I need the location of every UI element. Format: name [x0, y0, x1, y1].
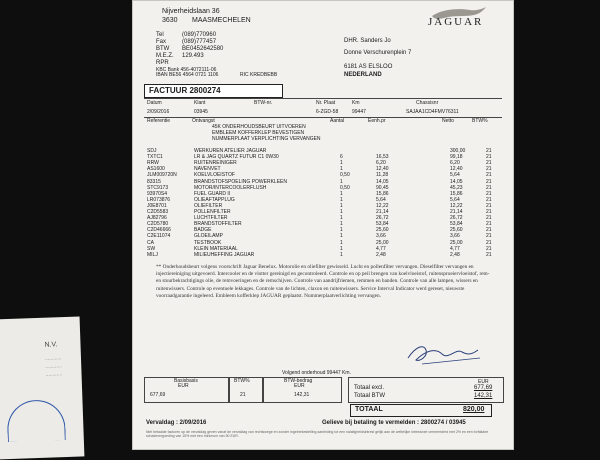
- line-item-total: 26,72: [450, 215, 463, 222]
- line-item-code: LR073876: [147, 196, 171, 203]
- line-item-code: C2D5780: [147, 221, 169, 228]
- line-item-total: 4,77: [450, 245, 460, 252]
- line-item-vat: 21: [486, 221, 492, 228]
- line-item-total: 25,00: [450, 239, 463, 246]
- line-item-vat: 21: [486, 184, 492, 191]
- line-item-total: 5,64: [450, 172, 460, 179]
- excl-value: 677,69: [474, 385, 493, 391]
- line-item-vat: 21: [486, 160, 492, 167]
- vat-label: BTW-bedrag: [284, 378, 313, 384]
- line-item-total: 12,22: [450, 202, 463, 209]
- line-item-qty: 1: [340, 227, 343, 234]
- line-item-vat: 21: [486, 148, 492, 154]
- line-item-code: JLM009720N: [147, 172, 177, 179]
- due-date: Vervaldag : 2/09/2016: [146, 420, 207, 426]
- header-customer: 03945: [194, 109, 208, 115]
- line-item-desc: LUCHTFILTER: [194, 215, 228, 222]
- line-item-qty: 1: [340, 209, 343, 215]
- header-chassis: SAJAA1CD4FMV76311: [406, 109, 459, 115]
- background-sheet-text: N.V.: [44, 341, 58, 349]
- line-item-desc: KOELVLOEISTOF: [194, 172, 235, 179]
- line-item-code: C2E11074: [147, 233, 171, 240]
- line-item-unit: 21,14: [376, 209, 389, 215]
- jaguar-wordmark: JAGUAR: [428, 16, 484, 28]
- line-item-qty: 1: [340, 160, 343, 167]
- line-item-desc: FUEL GUARD II: [194, 190, 231, 197]
- line-item-total: 5,64: [450, 196, 460, 203]
- background-sheet: N.V. ............ ............ ............: [0, 317, 84, 460]
- payment-reference: Gelieve bij betaling te vermelden : 2800274 / 03945: [322, 420, 466, 426]
- line-item-desc: GLOEILAMP: [194, 233, 223, 240]
- invoice-sheet: [132, 0, 514, 450]
- fine-print: Niet betaalde facturen op de vervaldag geven vanaf de vervaldag van rechtswege en zonder ingebrekestelling aanleiding tot een nalatigheidsintrest gelijk aan de wettelijke intrestvoet vermeerderd met 2% en een forfaitaire schadevergoeding van 15% met een minimum van 50 EUR.: [146, 430, 489, 439]
- grand-total-value: 820,00: [463, 406, 485, 413]
- line-item-total: 2,48: [450, 251, 460, 258]
- line-item-qty: 1: [340, 251, 343, 258]
- line-item-desc: OLIEAFTAPPLUG: [194, 196, 235, 203]
- line-item-code: C2D5583: [147, 209, 169, 215]
- line-item-desc: OLIEFILTER: [194, 202, 223, 209]
- line-item-code: C2D46666: [147, 227, 171, 234]
- line-item-code: 83315: [147, 178, 161, 185]
- line-item-desc: BRANDSTOFFILTER: [194, 221, 242, 228]
- line-item-total: 53,84: [450, 221, 463, 228]
- btw-value: BE0452642580: [182, 46, 224, 52]
- line-item-desc: POLLENFILTER: [194, 209, 231, 215]
- line-item-qty: 1: [340, 166, 343, 173]
- line-item-total: 45,23: [450, 184, 463, 191]
- line-item-vat: 21: [486, 239, 492, 246]
- line-item-desc: MOTOR/INTERCOOLERFLUSH: [194, 184, 267, 191]
- rate-value: 21: [240, 392, 246, 398]
- background-stamp-line: [6, 399, 65, 442]
- line-item-total: 25,60: [450, 227, 463, 234]
- subheader-qty: Aantal: [330, 118, 345, 124]
- dealer-city: MAASMECHELEN: [192, 17, 251, 24]
- grand-total-box: [350, 404, 492, 417]
- line-item-vat: 21: [486, 196, 492, 203]
- line-item-vat: 21: [486, 227, 492, 234]
- line-item-total: 6,20: [450, 160, 460, 167]
- dealer-postcode: 3630: [162, 17, 178, 24]
- line-item-qty: 1: [340, 196, 343, 203]
- line-item-total: 12,40: [450, 166, 463, 173]
- line-item-unit: 14,05: [376, 178, 389, 185]
- invoice-number-box: [144, 84, 283, 98]
- line-item-code: AS1600: [147, 166, 165, 173]
- line-item-unit: 4,77: [376, 245, 386, 252]
- header-km: 99447: [352, 109, 366, 115]
- line-item-unit: 12,22: [376, 202, 389, 209]
- line-item-qty: 1: [340, 233, 343, 240]
- line-item-desc: WERKUREN ATELIER JAGUAR: [194, 148, 267, 154]
- base-value: 677,69: [150, 392, 166, 398]
- line-item-desc: RUITENREINIGER: [194, 160, 237, 167]
- next-service: Volgend onderhoud 99447 Km.: [282, 370, 351, 376]
- base-label: Basisbasis: [174, 378, 198, 384]
- fax-value: (089)777457: [182, 39, 217, 45]
- line-item-vat: 21: [486, 202, 492, 209]
- line-item-qty: 0,50: [340, 184, 350, 191]
- line-item-code: MILJ: [147, 251, 158, 258]
- line-item-qty: 1: [340, 215, 343, 222]
- line-item-unit: 2,48: [376, 251, 386, 258]
- ric-code: RIC KREDBEBB: [240, 72, 278, 78]
- line-item-desc: TESTBOOK: [194, 239, 222, 246]
- line-item-unit: 6,20: [376, 160, 386, 167]
- line-item-code: AJ82796: [147, 215, 167, 222]
- tel-label: Tel: [156, 32, 164, 38]
- vat-currency: EUR: [294, 383, 305, 389]
- line-item-vat: 21: [486, 178, 492, 185]
- line-item-vat: 21: [486, 172, 492, 179]
- base-currency: EUR: [178, 383, 189, 389]
- bank-line-2: IBAN BE56 4564 0721 1106: [156, 72, 219, 78]
- line-item-qty: 6: [340, 154, 343, 161]
- line-item-unit: 26,72: [376, 215, 389, 222]
- line-item-total: 300,00: [450, 148, 466, 154]
- task-3: NUMMERPLAAT VERPLICHTING VERVANGEN: [212, 136, 321, 142]
- line-item-unit: 53,84: [376, 221, 389, 228]
- excl-label: Totaal excl.: [354, 385, 385, 391]
- line-item-unit: 90,45: [376, 184, 389, 191]
- signature: [402, 340, 482, 368]
- bank-line-1: KBC Bank 456-4072111-06: [156, 67, 217, 73]
- line-item-unit: 25,00: [376, 239, 389, 246]
- line-item-unit: 16,53: [376, 154, 389, 161]
- subheader-net: Netto: [442, 118, 454, 124]
- header-date: 2/09/2016: [147, 109, 170, 115]
- line-item-qty: 1: [340, 239, 343, 246]
- line-item-vat: 21: [486, 166, 492, 173]
- mez-value: 129.493: [182, 53, 204, 59]
- line-item-desc: LR & JAG QUARTZ FUTUR C1 0W30: [194, 154, 279, 161]
- line-item-qty: 0,50: [340, 172, 350, 179]
- header-col-vat: BTW-nr.: [254, 100, 273, 106]
- vat-value: 142,31: [294, 392, 310, 398]
- line-item-desc: BRANDSTOFSPOELING POWERKLEEN: [194, 178, 287, 185]
- subheader-reference: Referentie: [147, 118, 171, 124]
- task-1: 45K ONDERHOUDSBEURT UITVOEREN: [212, 124, 306, 130]
- line-item-code: STC9173: [147, 184, 169, 191]
- mez-label: M.E.Z.: [156, 53, 174, 59]
- invoice-title: FACTUUR 2800274: [149, 86, 221, 95]
- fax-label: Fax: [156, 39, 167, 45]
- line-item-vat: 21: [486, 209, 492, 215]
- grand-total-label: TOTAAL: [355, 406, 383, 413]
- line-item-vat: 21: [486, 154, 492, 161]
- line-item-unit: 12,40: [376, 166, 389, 173]
- customer-country: NEDERLAND: [344, 72, 382, 78]
- line-item-total: 21,14: [450, 209, 463, 215]
- line-item-vat: 21: [486, 215, 492, 222]
- line-item-code: RRW: [147, 160, 159, 167]
- line-item-qty: 1: [340, 245, 343, 252]
- line-item-code: TXTC1: [147, 154, 163, 161]
- subheader-vat-pct: BTW%: [472, 118, 488, 124]
- line-item-unit: 25,60: [376, 227, 389, 234]
- line-item-vat: 21: [486, 233, 492, 240]
- line-item-desc: BADGE: [194, 227, 212, 234]
- dealer-street: Nijverheidslaan 36: [162, 8, 220, 15]
- line-item-total: 3,66: [450, 233, 460, 240]
- btw-label: BTW: [156, 46, 170, 52]
- line-item-desc: KLEIN MATERIAAL: [194, 245, 238, 252]
- rpr-label: RPR: [156, 60, 169, 66]
- line-item-qty: 1: [340, 178, 343, 185]
- line-item-code: CA: [147, 239, 154, 246]
- line-item-row: [144, 252, 502, 260]
- line-item-vat: 21: [486, 245, 492, 252]
- line-item-code: SDJ: [147, 148, 157, 154]
- header-col-plate: Nr. Plaat: [316, 100, 336, 106]
- header-col-chassis: Chassisnr: [416, 100, 439, 106]
- line-item-qty: 1: [340, 190, 343, 197]
- line-item-code: SW: [147, 245, 156, 252]
- line-item-unit: 3,66: [376, 233, 386, 240]
- line-item-code: J0E8701: [147, 202, 167, 209]
- rate-label: BTW%: [234, 378, 250, 384]
- subheader-receipt: Ontvangst: [192, 118, 215, 124]
- subheader-unit: Eenh.pr: [368, 118, 386, 124]
- header-plate: 6-ZGD-58: [316, 109, 339, 115]
- line-item-total: 15,86: [450, 190, 463, 197]
- line-item-total: 14,05: [450, 178, 463, 185]
- customer-name: DHR. Sanders Jo: [344, 38, 391, 44]
- line-item-vat: 21: [486, 251, 492, 258]
- invoice-header-grid: [144, 98, 502, 118]
- line-item-unit: 5,64: [376, 196, 386, 203]
- line-item-qty: 1: [340, 202, 343, 209]
- task-2: EMBLEEM KOFFERKLEP BEVESTIGEN: [212, 130, 305, 136]
- line-item-desc: NAVENVET: [194, 166, 221, 173]
- line-item-unit: 11,28: [376, 172, 389, 179]
- line-item-qty: 1: [340, 221, 343, 228]
- service-note: ** Onderhoudsbeurt volgens voorschrift Jaguar Benelux. Motorolie en oliefilter gewisseld. Lucht en pollenfilter vervangen. Dieselfilter vervangen en injectiereiniging uitgevoerd. Intercooler en de vlotter gereinigd en gecontroleerd. Controle en op peil brengen van koelvloeistof, ruitensproeiervloeistof, rem- en stuurbekrachtigings olie, de remvoeringen en de remschijven. Controle van aandrijfriemen, remmen en banden. Controle van alle lampen, wissers en ruitenwissers. Controle op eventuele lekkages. Controle van de lichten, claxon en ruitenwissers. Service Interval Indicator werd gereset, nieuwste voorraadgarantie ingeleerd. Embleem kofferklep JAGUAR geplaatst. Nummerplaatverlichting vervangen.: [156, 264, 490, 299]
- header-col-km: Km: [352, 100, 360, 106]
- header-col-customer: Klant: [194, 100, 206, 106]
- line-item-total: 99,18: [450, 154, 463, 161]
- btw-total-label: Totaal BTW: [354, 393, 386, 399]
- line-item-code: 93970S4: [147, 190, 168, 197]
- line-item-unit: 15,86: [376, 190, 389, 197]
- btw-total-value: 142,31: [474, 393, 493, 399]
- line-item-vat: 21: [486, 190, 492, 197]
- summary-currency: EUR: [478, 379, 489, 385]
- header-col-date: Datum: [147, 100, 162, 106]
- line-item-desc: MILIEUHEFFING JAGUAR: [194, 251, 255, 258]
- customer-street: Donne Verschurenplein 7: [344, 50, 412, 56]
- tel-value: (089)770960: [182, 32, 217, 38]
- customer-city: 6181 AS ELSLOO: [344, 64, 393, 70]
